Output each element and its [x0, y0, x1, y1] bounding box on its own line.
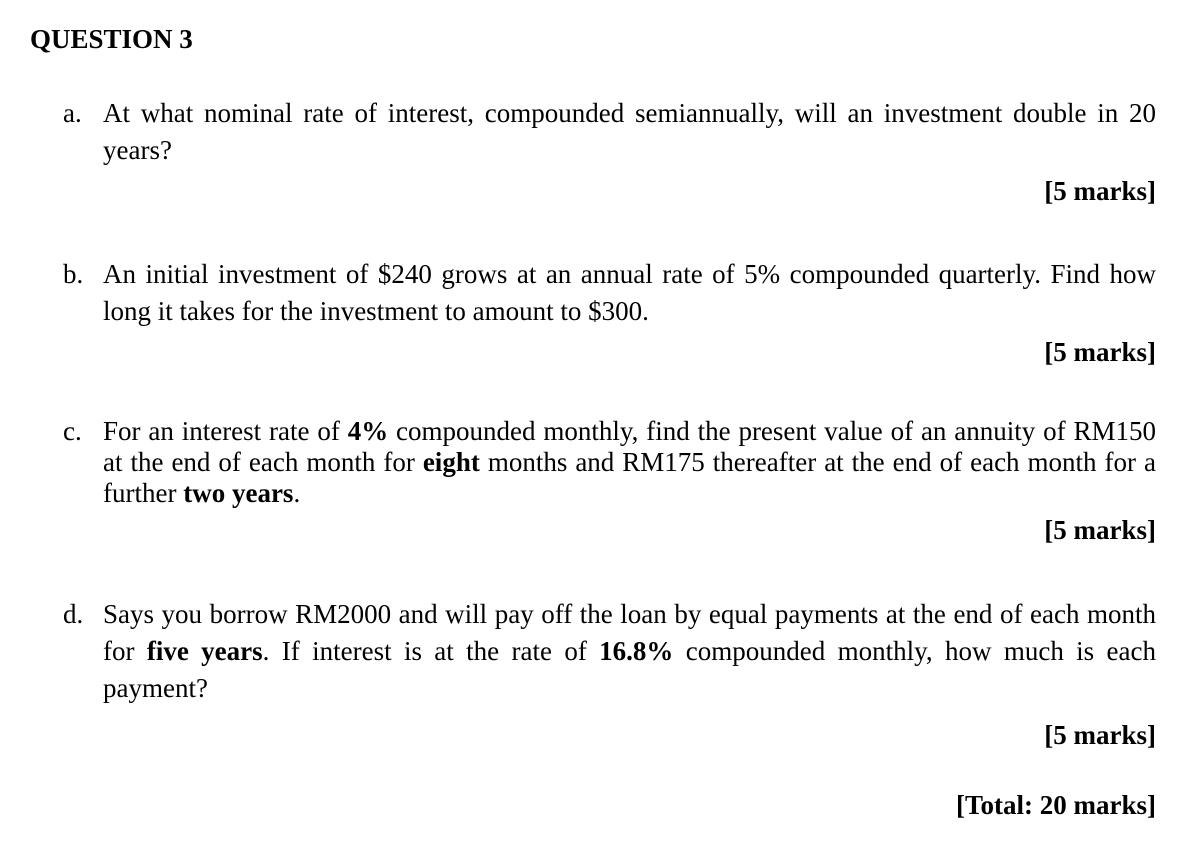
body-text: An initial investment of $240 grows at an annual rate of 5% compounded quarterly. Find how long it takes for the investment to amount to $300. [103, 259, 1156, 326]
body-text: compounded monthly, how much is each payment? [103, 636, 1156, 703]
question-d [63, 596, 1156, 754]
question-heading: QUESTION 3 [30, 24, 193, 54]
body-text: . If interest is at the rate of [262, 636, 600, 666]
body-text: For an interest rate of [103, 416, 348, 446]
question-text [103, 256, 1156, 330]
marks-label: [5 marks] [1044, 515, 1156, 545]
body-text: . [293, 478, 301, 508]
marks-label: [5 marks] [1044, 176, 1156, 206]
emphasis-text: five years [146, 636, 263, 666]
question-letter: a. [63, 98, 82, 128]
body-text: months and RM175 thereafter at the end of each month for a further [103, 447, 1156, 508]
question-text [103, 95, 1156, 169]
emphasis-text: two years [183, 478, 294, 508]
body-text: At what nominal rate of interest, compounded semiannually, will an investment double in 20 years? [103, 98, 1156, 165]
question-c [63, 416, 1156, 546]
question-text [103, 416, 1156, 509]
marks-label: [5 marks] [1044, 720, 1156, 750]
marks-label: [5 marks] [1044, 337, 1156, 367]
question-a [63, 95, 1156, 210]
emphasis-text: 4% [347, 416, 389, 446]
question-text [103, 596, 1156, 707]
question-letter: b. [63, 259, 84, 289]
total-marks: [Total: 20 marks] [956, 790, 1156, 820]
question-letter: c. [63, 416, 82, 446]
question-b [63, 256, 1156, 371]
body-text: Says you borrow RM2000 and will pay off the loan by equal payments at the end of each month for [103, 599, 1156, 666]
question-letter: d. [63, 599, 84, 629]
emphasis-text: eight [422, 447, 480, 477]
body-text: compounded monthly, find the present value of an annuity of RM150 at the end of each month for [103, 416, 1156, 477]
emphasis-text: 16.8% [599, 636, 674, 666]
